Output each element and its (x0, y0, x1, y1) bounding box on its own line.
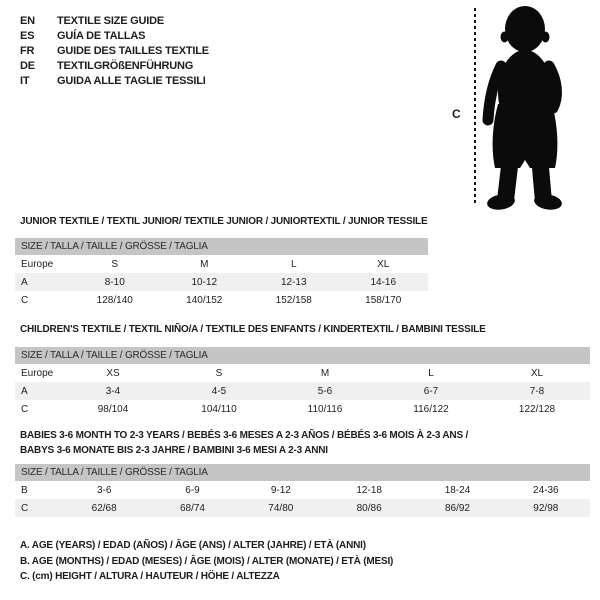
row-label: C (21, 294, 29, 306)
baby-ear-right (542, 32, 550, 43)
value-cell: 24-36 (533, 484, 559, 496)
value-cell: 10-12 (160, 273, 250, 291)
value-cell: 158/170 (365, 294, 402, 306)
children-table-grid (15, 364, 590, 418)
babies-row-months (15, 481, 590, 499)
lang-code: EN (20, 15, 35, 27)
size-cell: M (320, 367, 330, 379)
lang-title: TEXTILGRÖßENFÜHRUNG (57, 60, 194, 72)
baby-leg-right (540, 162, 543, 196)
value-cell: 12-13 (249, 273, 339, 291)
value-cell: 74/80 (237, 499, 325, 517)
baby-head (505, 6, 545, 52)
size-cell: L (428, 367, 434, 379)
babies-size-table (15, 464, 590, 517)
lang-title: TEXTILE SIZE GUIDE (57, 15, 165, 27)
value-cell: 104/110 (201, 403, 237, 415)
babies-size-header-bar: SIZE / TALLA / TAILLE / GRÖSSE / TAGLIA (15, 464, 590, 481)
size-cell: S (215, 367, 223, 379)
junior-size-header-bar: SIZE / TALLA / TAILLE / GRÖSSE / TAGLIA (15, 238, 428, 255)
header-row-it (20, 74, 209, 89)
value-cell: 128/140 (96, 294, 133, 306)
row-label: C (15, 499, 60, 517)
lang-code: FR (20, 45, 35, 57)
size-cell: XL (377, 258, 390, 270)
children-size-header-bar: SIZE / TALLA / TAILLE / GRÖSSE / TAGLIA (15, 347, 590, 364)
value-cell: 80/86 (325, 499, 413, 517)
note-age-months: B. AGE (MONTHS) / EDAD (MESES) / ÂGE (MOIS) / ALTER (MONATE) / ETÀ (MESI) (20, 555, 394, 567)
note-age-years: A. AGE (YEARS) / EDAD (AÑOS) / ÂGE (ANS) / ALTER (JAHRE) / ETÀ (ANNI) (20, 540, 366, 551)
value-cell: 122/128 (518, 403, 556, 415)
lang-code: IT (20, 75, 30, 87)
value-cell: 62/68 (60, 499, 148, 517)
value-cell: 9-12 (270, 484, 291, 496)
row-label: Europe (21, 258, 54, 270)
lang-title: GUIDE DES TAILLES TEXTILE (57, 45, 209, 57)
value-cell: 98/104 (97, 403, 129, 415)
header-row-de (20, 59, 209, 74)
value-cell: 86/92 (413, 499, 501, 517)
babies-title-line2: BABYS 3-6 MONATE BIS 2-3 JAHRE / BAMBINI 3-6 MESI A 2-3 ANNI (20, 445, 328, 456)
junior-size-table (15, 238, 428, 309)
value-cell: 14-16 (339, 273, 429, 291)
value-cell: 116/122 (413, 403, 449, 415)
lang-code: DE (20, 60, 35, 72)
value-cell: 92/98 (502, 499, 590, 517)
value-cell: 8-10 (70, 273, 160, 291)
value-cell: 4-5 (166, 382, 272, 400)
legend-notes (20, 538, 393, 585)
size-cell: L (290, 258, 297, 270)
baby-silhouette (479, 4, 571, 211)
value-cell: 3-4 (60, 382, 166, 400)
row-label: A (15, 382, 60, 400)
value-cell: 5-6 (272, 382, 378, 400)
value-cell: 18-24 (444, 484, 471, 496)
children-row-europe (15, 364, 590, 382)
height-measure-dashed-line (474, 8, 476, 205)
babies-table-grid (15, 481, 590, 517)
babies-title-line1: BABIES 3-6 MONTH TO 2-3 YEARS / BEBÉS 3-6 MESES A 2-3 AÑOS / BÉBÉS 3-6 MOIS À 2-3 ANS / (20, 430, 469, 441)
size-cell: XL (530, 367, 544, 379)
size-cell: S (111, 258, 119, 270)
junior-row-age (15, 273, 428, 291)
value-cell: 7-8 (484, 382, 590, 400)
row-label: B (21, 484, 28, 496)
value-cell: 12-18 (356, 484, 382, 496)
size-cell: M (200, 258, 209, 270)
row-label: Europe (21, 367, 54, 379)
junior-row-height (15, 291, 428, 309)
value-cell: 68/74 (148, 499, 236, 517)
value-cell: 3-6 (96, 484, 112, 496)
children-row-age (15, 382, 590, 400)
babies-row-height (15, 499, 590, 517)
junior-section-title: JUNIOR TEXTILE / TEXTIL JUNIOR/ TEXTILE JUNIOR / JUNIORTEXTIL / JUNIOR TESSILE (20, 216, 428, 227)
row-label: C (21, 403, 29, 415)
junior-row-europe (15, 255, 428, 273)
row-label: A (15, 273, 70, 291)
value-cell: 6-7 (378, 382, 484, 400)
lang-code: ES (20, 30, 35, 42)
value-cell: 140/152 (186, 294, 223, 306)
baby-ear-left (501, 32, 509, 43)
baby-leg-left (506, 162, 510, 196)
lang-title: GUÍA DE TALLAS (57, 30, 146, 42)
junior-table-grid (15, 255, 428, 309)
value-cell: 110/116 (307, 403, 343, 415)
language-header (20, 14, 209, 89)
babies-section-title (20, 428, 468, 458)
value-cell: 152/158 (275, 294, 312, 306)
note-height-cm: C. (cm) HEIGHT / ALTURA / HAUTEUR / HÖHE / ALTEZZA (20, 571, 280, 582)
value-cell: 6-9 (185, 484, 200, 496)
size-cell: XS (106, 367, 120, 379)
lang-title: GUIDA ALLE TAGLIE TESSILI (57, 75, 206, 87)
header-row-es (20, 29, 209, 44)
height-measure-label: C (452, 107, 461, 121)
header-row-fr (20, 44, 209, 59)
children-row-height (15, 400, 590, 418)
header-row-en (20, 14, 209, 29)
children-section-title: CHILDREN'S TEXTILE / TEXTIL NIÑO/A / TEXTILE DES ENFANTS / KINDERTEXTIL / BAMBINI TESSILE (20, 324, 486, 335)
children-size-table (15, 347, 590, 418)
